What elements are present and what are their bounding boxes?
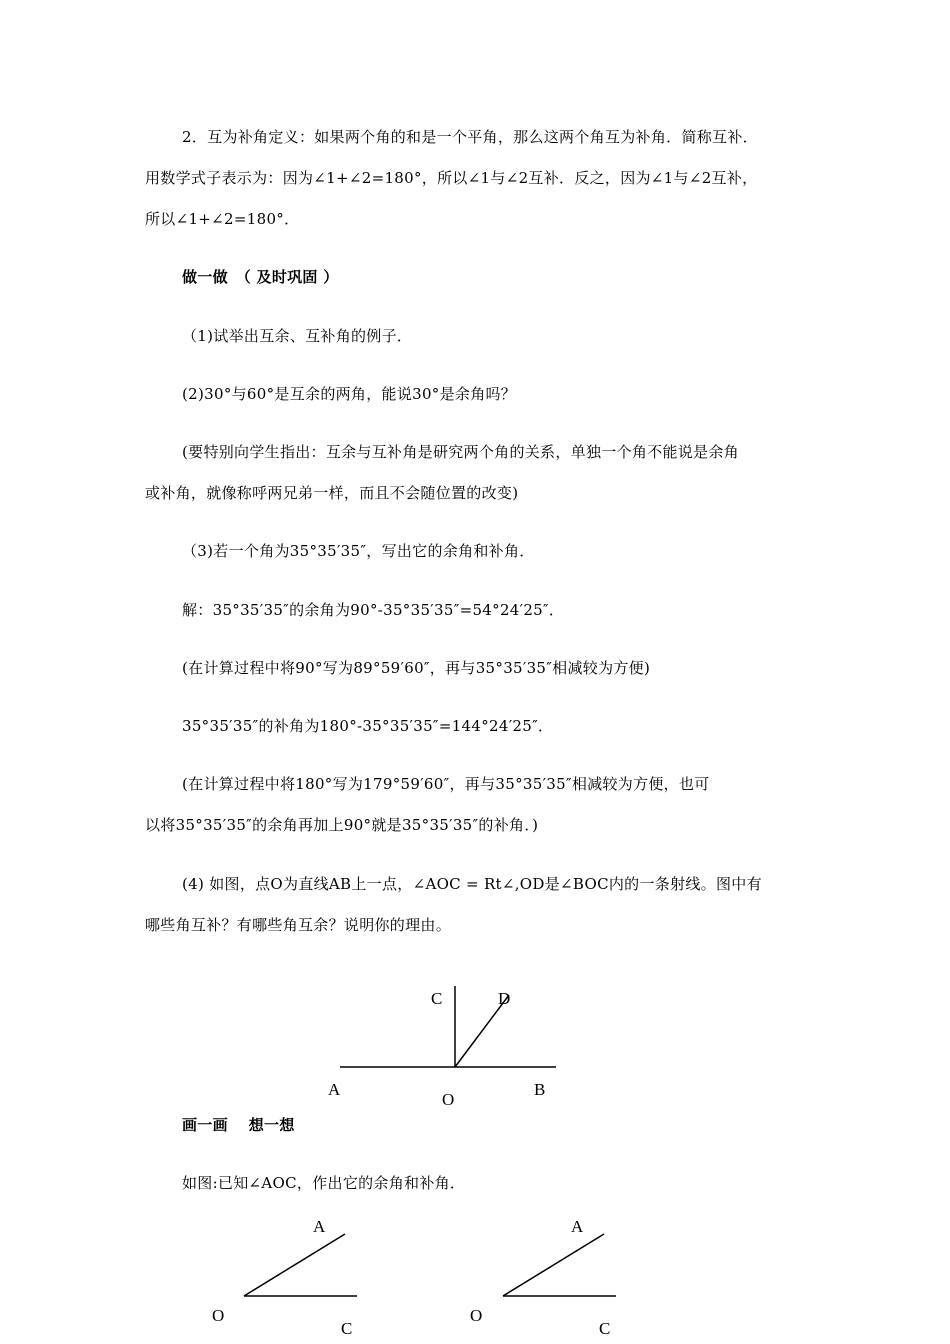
figure1-label-b: B [534,1080,546,1099]
figure3-label-o: O [470,1306,483,1325]
section-heading-draw-think: 画一画 想一想 [182,1116,295,1134]
figure3-label-c: C [599,1319,611,1338]
figure-3-lines [503,1234,616,1296]
question-4b: 哪些角互补？有哪些角互余？说明你的理由。 [145,916,452,934]
teacher-note-1a: (要特别向学生指出：互余与互补角是研究两个角的关系，单独一个角不能说是余角 [182,443,739,461]
figure2-label-c: C [341,1319,353,1338]
question-1: （1)试举出互余、互补角的例子． [182,327,413,345]
figure1-label-a: A [328,1080,341,1099]
definition-line-1: 2．互为补角定义：如果两个角的和是一个平角，那么这两个角互为补角．简称互补． [182,128,758,146]
question-4a: (4) 如图，点O为直线AB上一点，∠AOC = Rt∠,OD是∠BOC内的一条射线。图中有 [182,875,762,893]
figure2-label-a: A [313,1217,326,1236]
definition-line-2: 用数学式子表示为：因为∠1+∠2=180°，所以∠1与∠2互补．反之，因为∠1与∠2互补， [145,169,758,187]
section-heading-practice: 做一做 （ 及时巩固 ） [182,268,339,286]
figure-1-lines [340,986,556,1067]
figure2-label-o: O [212,1306,225,1325]
question-3: （3)若一个角为35°35′35″，写出它的余角和补角． [182,542,535,560]
definition-line-3: 所以∠1+∠2=180°． [145,210,300,228]
teacher-note-1b: 或补角，就像称呼两兄弟一样，而且不会随位置的改变) [145,484,519,502]
question-2: (2)30°与60°是互余的两角，能说30°是余角吗？ [182,385,517,403]
ray-oa-right [503,1234,604,1296]
calculation-note-2: (在计算过程中将90°写为89°59′60″，再与35°35′35″相减较为方便) [182,659,651,677]
calculation-note-3b: 以将35°35′35″的余角再加上90°就是35°35′35″的补角．) [145,816,539,834]
figure-2-lines [244,1234,357,1296]
solution-complement: 解：35°35′35″的余角为90°-35°35′35″=54°24′25″． [182,601,565,619]
figure1-label-d: D [498,989,511,1008]
figure3-label-a: A [571,1217,584,1236]
ray-oa-left [244,1234,345,1296]
drawing-task: 如图:已知∠AOC，作出它的余角和补角． [182,1174,466,1192]
solution-supplement: 35°35′35″的补角为180°-35°35′35″=144°24′25″． [182,717,554,735]
figure1-label-o: O [442,1090,455,1109]
calculation-note-3a: (在计算过程中将180°写为179°59′60″，再与35°35′35″相减较为方便，也可 [182,775,710,793]
figure1-label-c: C [431,989,443,1008]
